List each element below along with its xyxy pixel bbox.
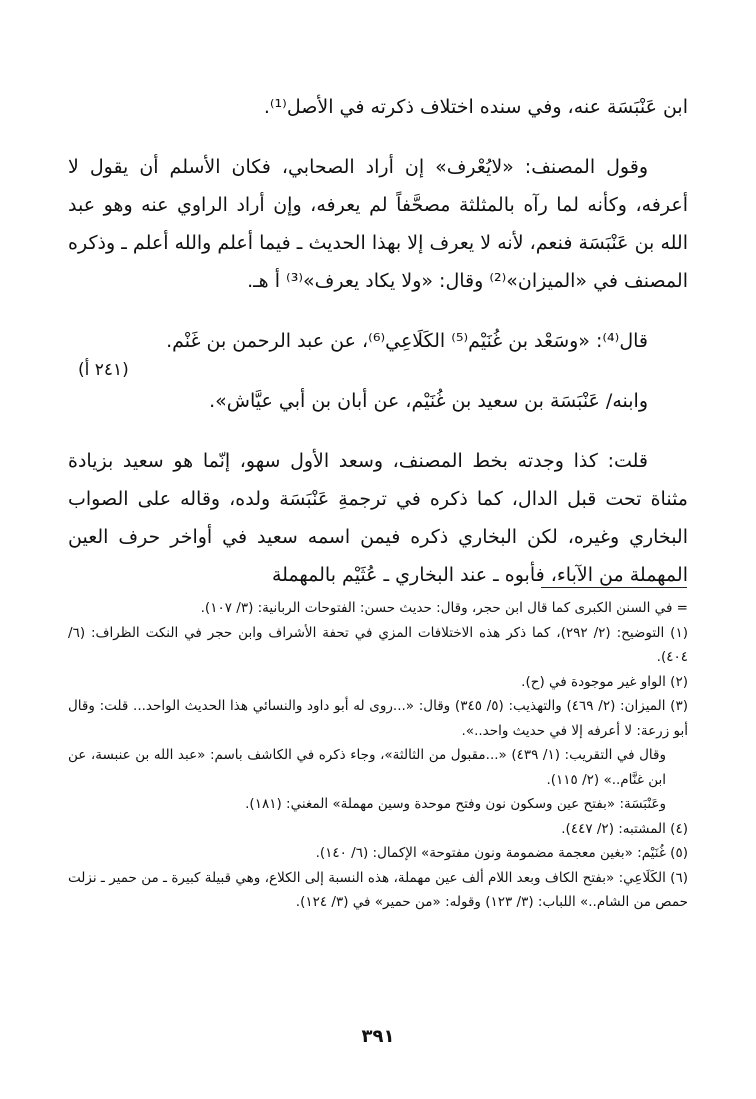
- paragraph-1: ابن عَنْبَسَة عنه، وفي سنده اختلاف ذكرته في الأصل⁽¹⁾.: [263, 96, 688, 118]
- footnote-3-continued: وقال في التقريب: (١/ ٤٣٩) «...مقبول من الثالثة»، وجاء ذكره في الكاشف باسم: «عبد الله بن عنبسة، عن ابن غنَّام..» (٢/ ١١٥).: [68, 747, 666, 788]
- footnotes: [68, 596, 688, 915]
- footnote-2: (٢) الواو غير موجودة في (ح).: [521, 673, 688, 690]
- main-text: [68, 88, 688, 594]
- paragraph-3: قال⁽⁴⁾: «وسَعْد بن غُنَيْم⁽⁵⁾ الكَلَاعِي⁽⁶⁾، عن عبد الرحمن بن غَنْم.: [166, 330, 648, 352]
- footnote-5: (٥) غُنَيْم: «بغين معجمة مضمومة ونون مفتوحة» الإكمال: (٦/ ١٤٠).: [315, 845, 688, 861]
- paragraph-4: وابنه/ عَنْبَسَة بن سعيد بن غُنَيْم، عن أبان بن أبي عيَّاش».: [209, 390, 648, 412]
- manuscript-folio-marker: (٢٤١ أ): [78, 360, 129, 380]
- page-number: ٣٩١: [361, 1026, 395, 1047]
- footnote-3: (٣) الميزان: (٢/ ٤٦٩) والتهذيب: (٥/ ٣٤٥) وقال: «...روى له أبو داود والنسائي هذا الحديث الواحد... قلت: وقال أبو زرعة: لا أعرفه إلا في حديث واحد..».: [68, 698, 688, 739]
- footnote-1: (١) التوضيح: (٢/ ٢٩٢)، كما ذكر هذه الاختلافات المزي في تحفة الأشراف وابن حجر في النكت الظراف: (٦/ ٤٠٤).: [68, 624, 689, 665]
- footnote-6: (٦) الكَلَاعِي: «بفتح الكاف وبعد اللام ألف عين مهملة، هذه النسبة إلى الكلاع، وهي قبيلة كبيرة ـ من حمير ـ نزلت حمص من الشام..» اللباب: (٣/ ١٢٣) وقوله: «من حمير» في (٣/ ١٢٤).: [68, 869, 688, 910]
- paragraph-2: وقول المصنف: «لايُعْرف» إن أراد الصحابي، فكان الأسلم أن يقول لا أعرفه، وكأنه لما رآه بالمثلثة مصحَّفاً لم يعرفه، وإن أراد الراوي عنه وهو عبد الله بن عَنْبَسَة فنعم، لأنه لا يعرف إلا بهذا الحديث ـ فيما أعلم والله أعلم ـ وذكره المصنف في «الميزان»⁽²⁾ وقال: «ولا يكاد يعرف»⁽³⁾ أ هـ.: [68, 156, 688, 292]
- footnote-3-note: وعَنْبَسَة: «بفتح عين وسكون نون وفتح موحدة وسين مهملة» المغني: (١٨١).: [245, 796, 666, 812]
- footnote-4: (٤) المشتبه: (٢/ ٤٤٧).: [561, 820, 688, 837]
- footnote-divider: [541, 587, 687, 588]
- footnote-continuation: = في السنن الكبرى كما قال ابن حجر، وقال: حديث حسن: الفتوحات الربانية: (٣/ ١٠٧).: [200, 600, 688, 616]
- paragraph-5: قلت: كذا وجدته بخط المصنف، وسعد الأول سهو، إنّما هو سعيد بزيادة مثناة تحت قبل الدال، كما ذكره في ترجمةِ عَنْبَسَة ولده، وقاله على الصواب البخاري وغيره، لكن البخاري ذكره فيمن اسمه سعيد في أواخر حرف العين المهملة من الآباء، فأبوه ـ عند البخاري ـ عُثَيْم بالمهملة: [68, 450, 688, 586]
